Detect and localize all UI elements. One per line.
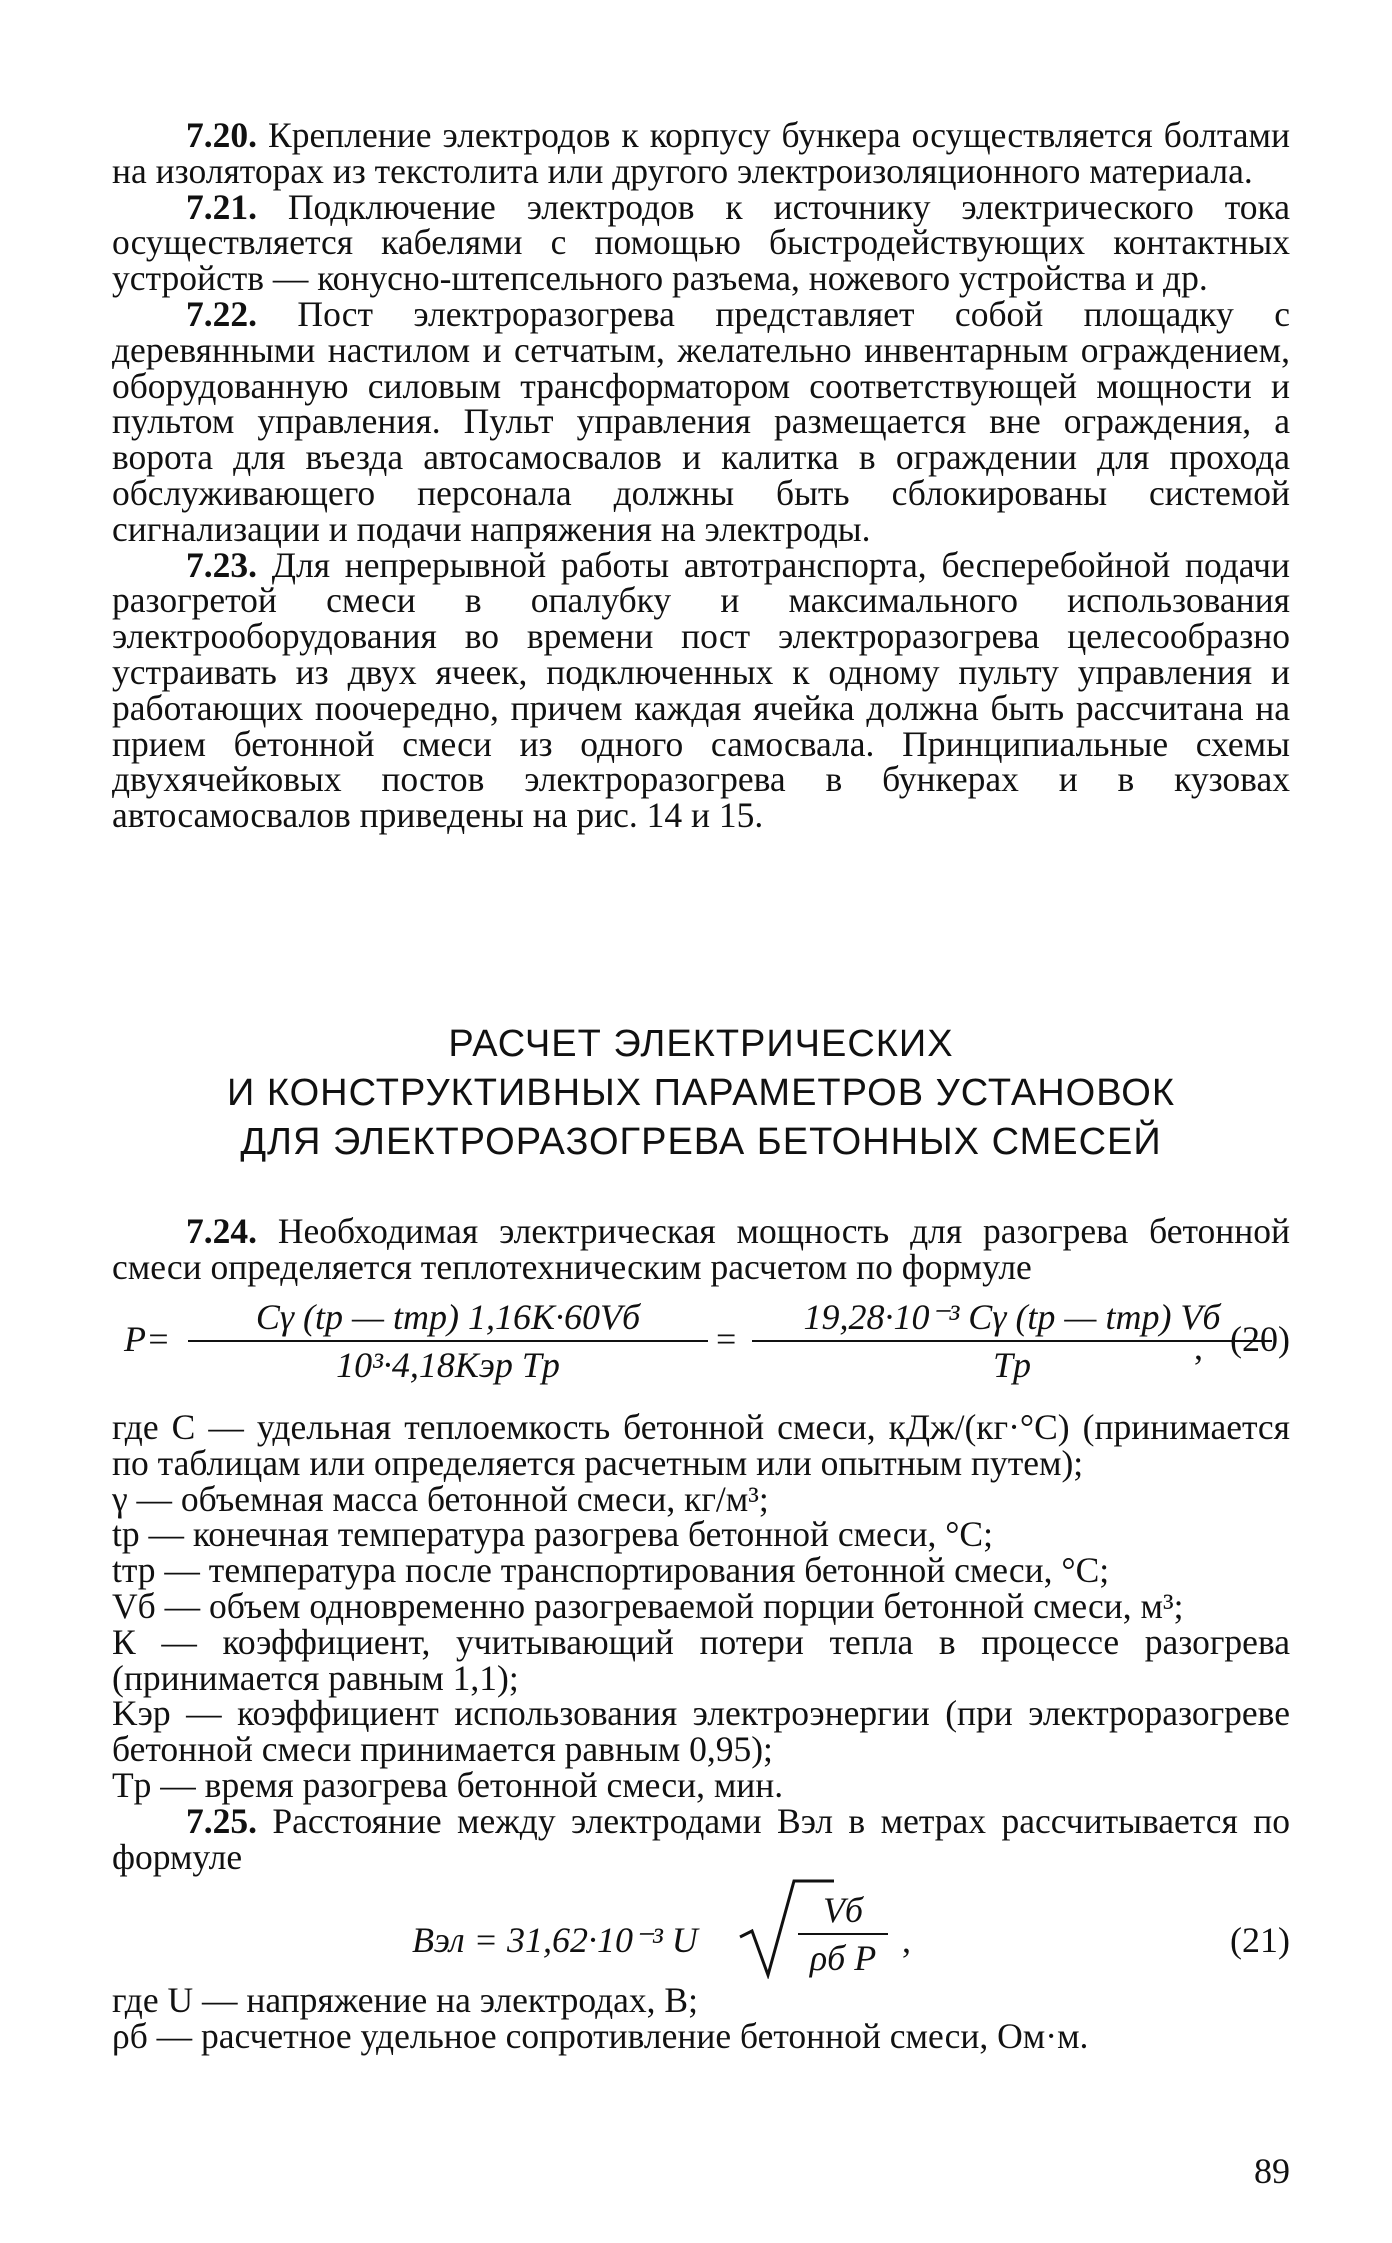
definition-item: γ — объемная масса бетонной смеси, кг/м³; bbox=[112, 1478, 769, 1519]
formula-20 bbox=[112, 1296, 1290, 1392]
formula-21-numerator: Vб bbox=[822, 1890, 864, 1930]
formula-21-comma: , bbox=[902, 1920, 911, 1960]
formula-20-numerator-1: Cγ (tр — tтр) 1,16K·60Vб bbox=[255, 1297, 641, 1337]
heading-line-2: И КОНСТРУКТИВНЫХ ПАРАМЕТРОВ УСТАНОВОК bbox=[227, 1072, 1175, 1114]
equation-number-21: (21) bbox=[1230, 1920, 1290, 1960]
paragraph-7-21: 7.21. Подключение электродов к источнику электрического тока осуществляется кабелями с помощью быстродействующих контактных устройств — конусно-штепсельного разъема, ножевого устройства и др. bbox=[112, 186, 1290, 299]
definition-item: tр — конечная температура разогрева бетонной смеси, °С; bbox=[112, 1514, 993, 1555]
formula-21-fraction bbox=[798, 1889, 888, 1979]
formula-20-fraction-1 bbox=[188, 1296, 708, 1386]
paragraph-7-25: 7.25. Расстояние между электродами Bэл в метрах рассчитывается по формуле bbox=[112, 1800, 1290, 1877]
fraction-bar bbox=[798, 1933, 888, 1935]
paragraph-7-24-block bbox=[112, 1211, 1290, 1287]
formula-20-lhs: P= bbox=[124, 1319, 171, 1359]
definition-item: tтр — температура после транспортирования бетонной смеси, °С; bbox=[112, 1550, 1110, 1591]
section-heading bbox=[112, 1020, 1290, 1167]
formula-20-comma: , bbox=[1194, 1327, 1203, 1367]
formula-21-lhs: Bэл = 31,62·10⁻³ U bbox=[412, 1920, 698, 1960]
equation-number-20: (20) bbox=[1230, 1319, 1290, 1359]
section-7-20-7-23 bbox=[112, 115, 1290, 836]
paragraph-7-23: 7.23. Для непрерывной работы автотранспорта, бесперебойной подачи разогретой смеси в опалубку и максимального использования электрооборудования во времени пост электроразогрева целесообразно устраивать из двух ячеек, подключенных к одному пульту управления и работающих поочередно, причем каждая ячейка должна быть рассчитана на прием бетонной смеси из одного самосвала. Принципиальные схемы двухячейковых постов электроразогрева в бункерах и в кузовах автосамосвалов приведены на рис. 14 и 15. bbox=[112, 544, 1290, 836]
formula-21-denominator: ρб P bbox=[809, 1938, 877, 1978]
paragraph-7-24: 7.24. Необходимая электрическая мощность для разогрева бетонной смеси определяется теплотехническим расчетом по формуле bbox=[112, 1211, 1290, 1287]
formula-20-numerator-2: 19,28·10⁻³ Cγ (tр — tтр) Vб bbox=[803, 1297, 1221, 1337]
definition-item: ρб — расчетное удельное сопротивление бетонной смеси, Ом·м. bbox=[112, 2015, 1089, 2056]
formula-21-definitions bbox=[112, 1980, 1290, 2056]
definition-item: где С — удельная теплоемкость бетонной смеси, кДж/(кг·°С) (принимается по таблицам или определяется расчетным или опытным путем); bbox=[112, 1407, 1290, 1483]
paragraph-7-20: 7.20. Крепление электродов к корпусу бункера осуществляется болтами на изоляторах из текстолита или другого электроизоляционного материала. bbox=[112, 115, 1290, 191]
formula-20-denominator-1: 10³·4,18Kэр Tр bbox=[336, 1345, 560, 1385]
fraction-bar bbox=[188, 1340, 708, 1342]
definition-item: Tр — время разогрева бетонной смеси, мин. bbox=[112, 1764, 784, 1805]
paragraph-7-22: 7.22. Пост электроразогрева представляет собой площадку с деревянными настилом и сетчатым, желательно инвентарным ограждением, оборудованную силовым трансформатором соответствующей мощности и пультом управления. Пульт управления размещается вне ограждения, а ворота для въезда автосамосвалов и калитка в ограждении для прохода обслуживающего персонала должны быть сблокированы системой сигнализации и подачи напряжения на электроды. bbox=[112, 293, 1290, 549]
formula-21-display bbox=[112, 1879, 1290, 1979]
heading-line-3: ДЛЯ ЭЛЕКТРОРАЗОГРЕВА БЕТОННЫХ СМЕСЕЙ bbox=[240, 1121, 1162, 1163]
definition-item: Kэр — коэффициент использования электроэнергии (при электроразогреве бетонной смеси принимается равным 0,95); bbox=[112, 1693, 1290, 1770]
page-number: 89 bbox=[1254, 2151, 1290, 2191]
definition-item: К — коэффициент, учитывающий потери тепла в процессе разогрева (принимается равным 1,1); bbox=[112, 1621, 1290, 1698]
formula-20-denominator-2: Tр bbox=[992, 1345, 1032, 1385]
definition-item: Vб — объем одновременно разогреваемой порции бетонной смеси, м³; bbox=[112, 1585, 1184, 1626]
formula-21-wrapper bbox=[112, 1468, 1290, 1578]
definition-item: где U — напряжение на электродах, В; bbox=[112, 1980, 698, 2020]
formula-20-equals: = bbox=[716, 1319, 737, 1359]
heading-line-1: РАСЧЕТ ЭЛЕКТРИЧЕСКИХ bbox=[448, 1023, 954, 1065]
